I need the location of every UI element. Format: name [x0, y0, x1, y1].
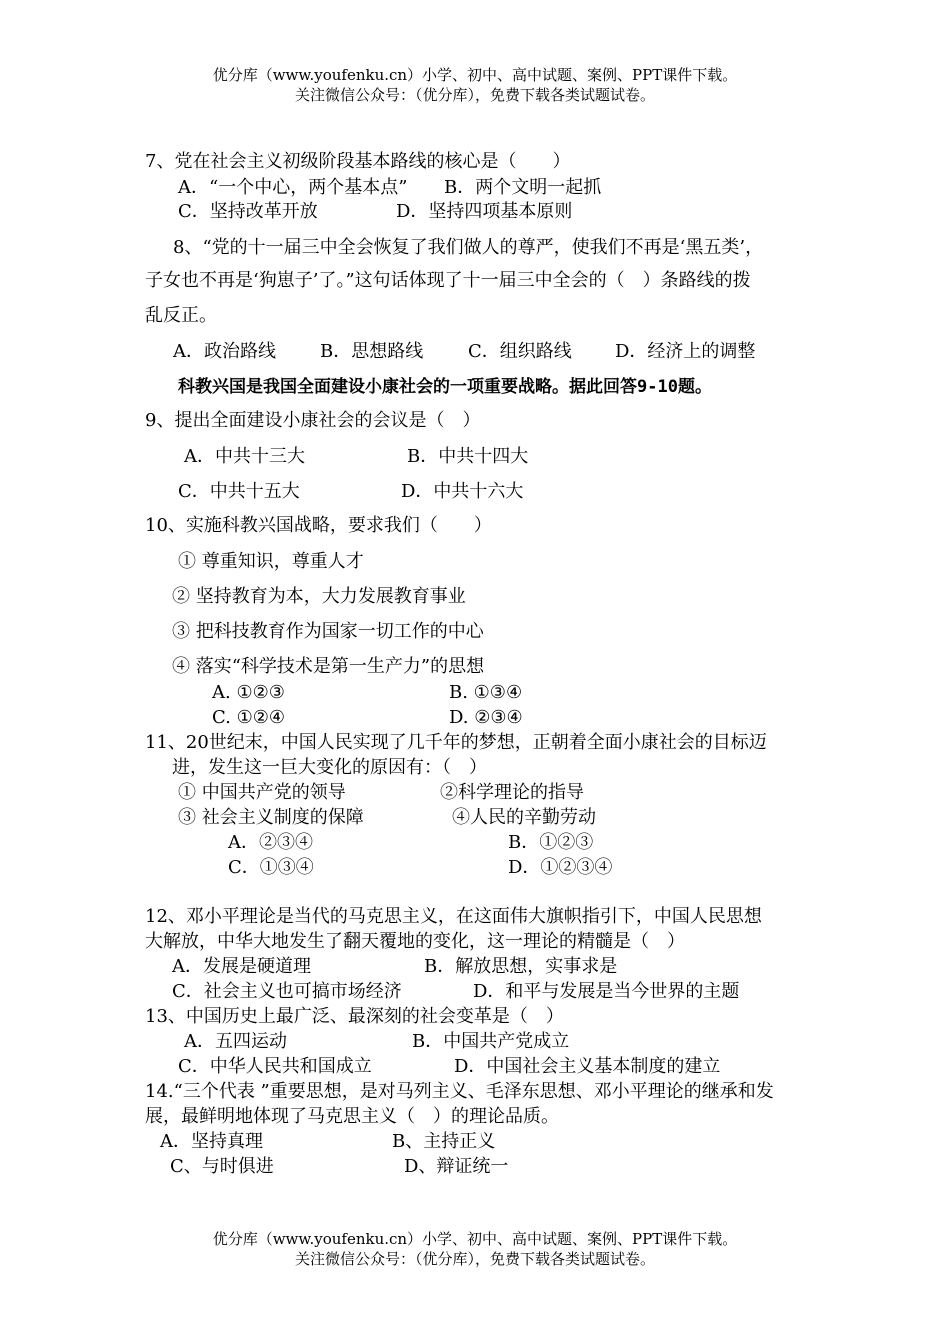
footer-line-2: 关注微信公众号：（优分库），免费下载各类试题试卷。: [294, 1250, 655, 1268]
footer-line-1: 优分库（www.youfenku.cn）小学、初中、高中试题、案例、PPT课件下载。: [212, 1230, 738, 1248]
q14-line-1: 14.“三个代表 ”重要思想，是对马列主义、毛泽东思想、邓小平理论的继承和发: [145, 1081, 774, 1102]
q13-option-b: B．中国共产党成立: [412, 1031, 570, 1052]
header-line-2: 关注微信公众号：（优分库），免费下载各类试题试卷。: [294, 86, 655, 104]
q13-stem: 13、中国历史上最广泛、最深刻的社会变革是（ ）: [145, 1006, 564, 1027]
q7-option-d: D．坚持四项基本原则: [396, 201, 573, 222]
q11-line-2: 进，发生这一巨大变化的原因有：（ ）: [172, 757, 487, 778]
q8-option-c: C．组织路线: [468, 341, 572, 362]
q10-option-c: C. ①②④: [212, 707, 285, 728]
q8-line-2: 子女也不再是‘狗崽子’了。”这句话体现了十一届三中全会的（ ）条路线的拨: [145, 270, 751, 291]
header-line-1: 优分库（www.youfenku.cn）小学、初中、高中试题、案例、PPT课件下载。: [212, 66, 738, 84]
q11-item-4: ④人民的辛勤劳动: [452, 807, 596, 828]
q11-option-b: B．①②③: [508, 832, 594, 853]
q8-line-1: 8、“党的十一届三中全会恢复了我们做人的尊严，使我们不再是‘黑五类’，: [173, 237, 764, 258]
q11-item-3: ③ 社会主义制度的保障: [178, 807, 364, 828]
q9-option-d: D．中共十六大: [401, 481, 524, 502]
q9-option-a: A．中共十三大: [184, 446, 305, 467]
q10-option-b: B. ①③④: [449, 682, 523, 703]
q11-option-d: D．①②③④: [508, 857, 613, 878]
q12-option-a: A．发展是硬道理: [172, 956, 311, 977]
q13-option-c: C．中华人民共和国成立: [178, 1056, 372, 1077]
q12-line-2: 大解放，中华大地发生了翻天覆地的变化，这一理论的精髓是（ ）: [145, 931, 685, 952]
q8-line-3: 乱反正。: [145, 305, 217, 326]
q11-line-1: 11、20世纪末，中国人民实现了几千年的梦想，正朝着全面小康社会的目标迈: [145, 732, 767, 753]
q8-option-b: B．思想路线: [320, 341, 424, 362]
q11-option-a: A．②③④: [228, 832, 313, 853]
q10-item-1: ① 尊重知识，尊重人才: [178, 551, 364, 572]
q8-option-a: A．政治路线: [173, 341, 276, 362]
q10-option-a: A. ①②③: [212, 682, 285, 703]
section-note: 科教兴国是我国全面建设小康社会的一项重要战略。据此回答9-10题。: [178, 377, 712, 397]
q9-option-c: C．中共十五大: [178, 481, 300, 502]
q10-option-d: D. ②③④: [449, 707, 523, 728]
q10-item-2: ② 坚持教育为本，大力发展教育事业: [172, 586, 466, 607]
q11-item-1: ① 中国共产党的领导: [178, 782, 346, 803]
q13-option-a: A．五四运动: [184, 1031, 287, 1052]
q14-line-2: 展，最鲜明地体现了马克思主义（ ）的理论品质。: [145, 1106, 559, 1127]
q7-option-b: B．两个文明一起抓: [444, 177, 602, 198]
q9-stem: 9、提出全面建设小康社会的会议是（ ）: [145, 410, 481, 431]
q14-option-d: D、辩证统一: [404, 1156, 509, 1177]
q8-option-d: D．经济上的调整: [615, 341, 756, 362]
q11-item-2: ②科学理论的指导: [440, 782, 584, 803]
q10-stem: 10、实施科教兴国战略，要求我们（ ）: [145, 515, 492, 536]
q11-option-c: C．①③④: [228, 857, 314, 878]
q12-option-b: B．解放思想，实事求是: [424, 956, 618, 977]
q7-option-a: A．“一个中心，两个基本点”: [178, 177, 408, 198]
q10-item-3: ③ 把科技教育作为国家一切工作的中心: [172, 621, 484, 642]
q12-option-c: C．社会主义也可搞市场经济: [172, 981, 402, 1002]
q9-option-b: B．中共十四大: [407, 446, 529, 467]
q14-option-a: A．坚持真理: [160, 1131, 263, 1152]
q12-option-d: D．和平与发展是当今世界的主题: [473, 981, 740, 1002]
q13-option-d: D．中国社会主义基本制度的建立: [454, 1056, 721, 1077]
q14-option-b: B、主持正义: [392, 1131, 496, 1152]
q10-item-4: ④ 落实“科学技术是第一生产力”的思想: [172, 656, 485, 677]
q7-stem: 7、党在社会主义初级阶段基本路线的核心是（ ）: [145, 151, 571, 172]
q12-line-1: 12、邓小平理论是当代的马克思主义，在这面伟大旗帜指引下，中国人民思想: [145, 906, 762, 927]
q14-option-c: C、与时俱进: [170, 1156, 274, 1177]
q7-option-c: C．坚持改革开放: [178, 201, 318, 222]
